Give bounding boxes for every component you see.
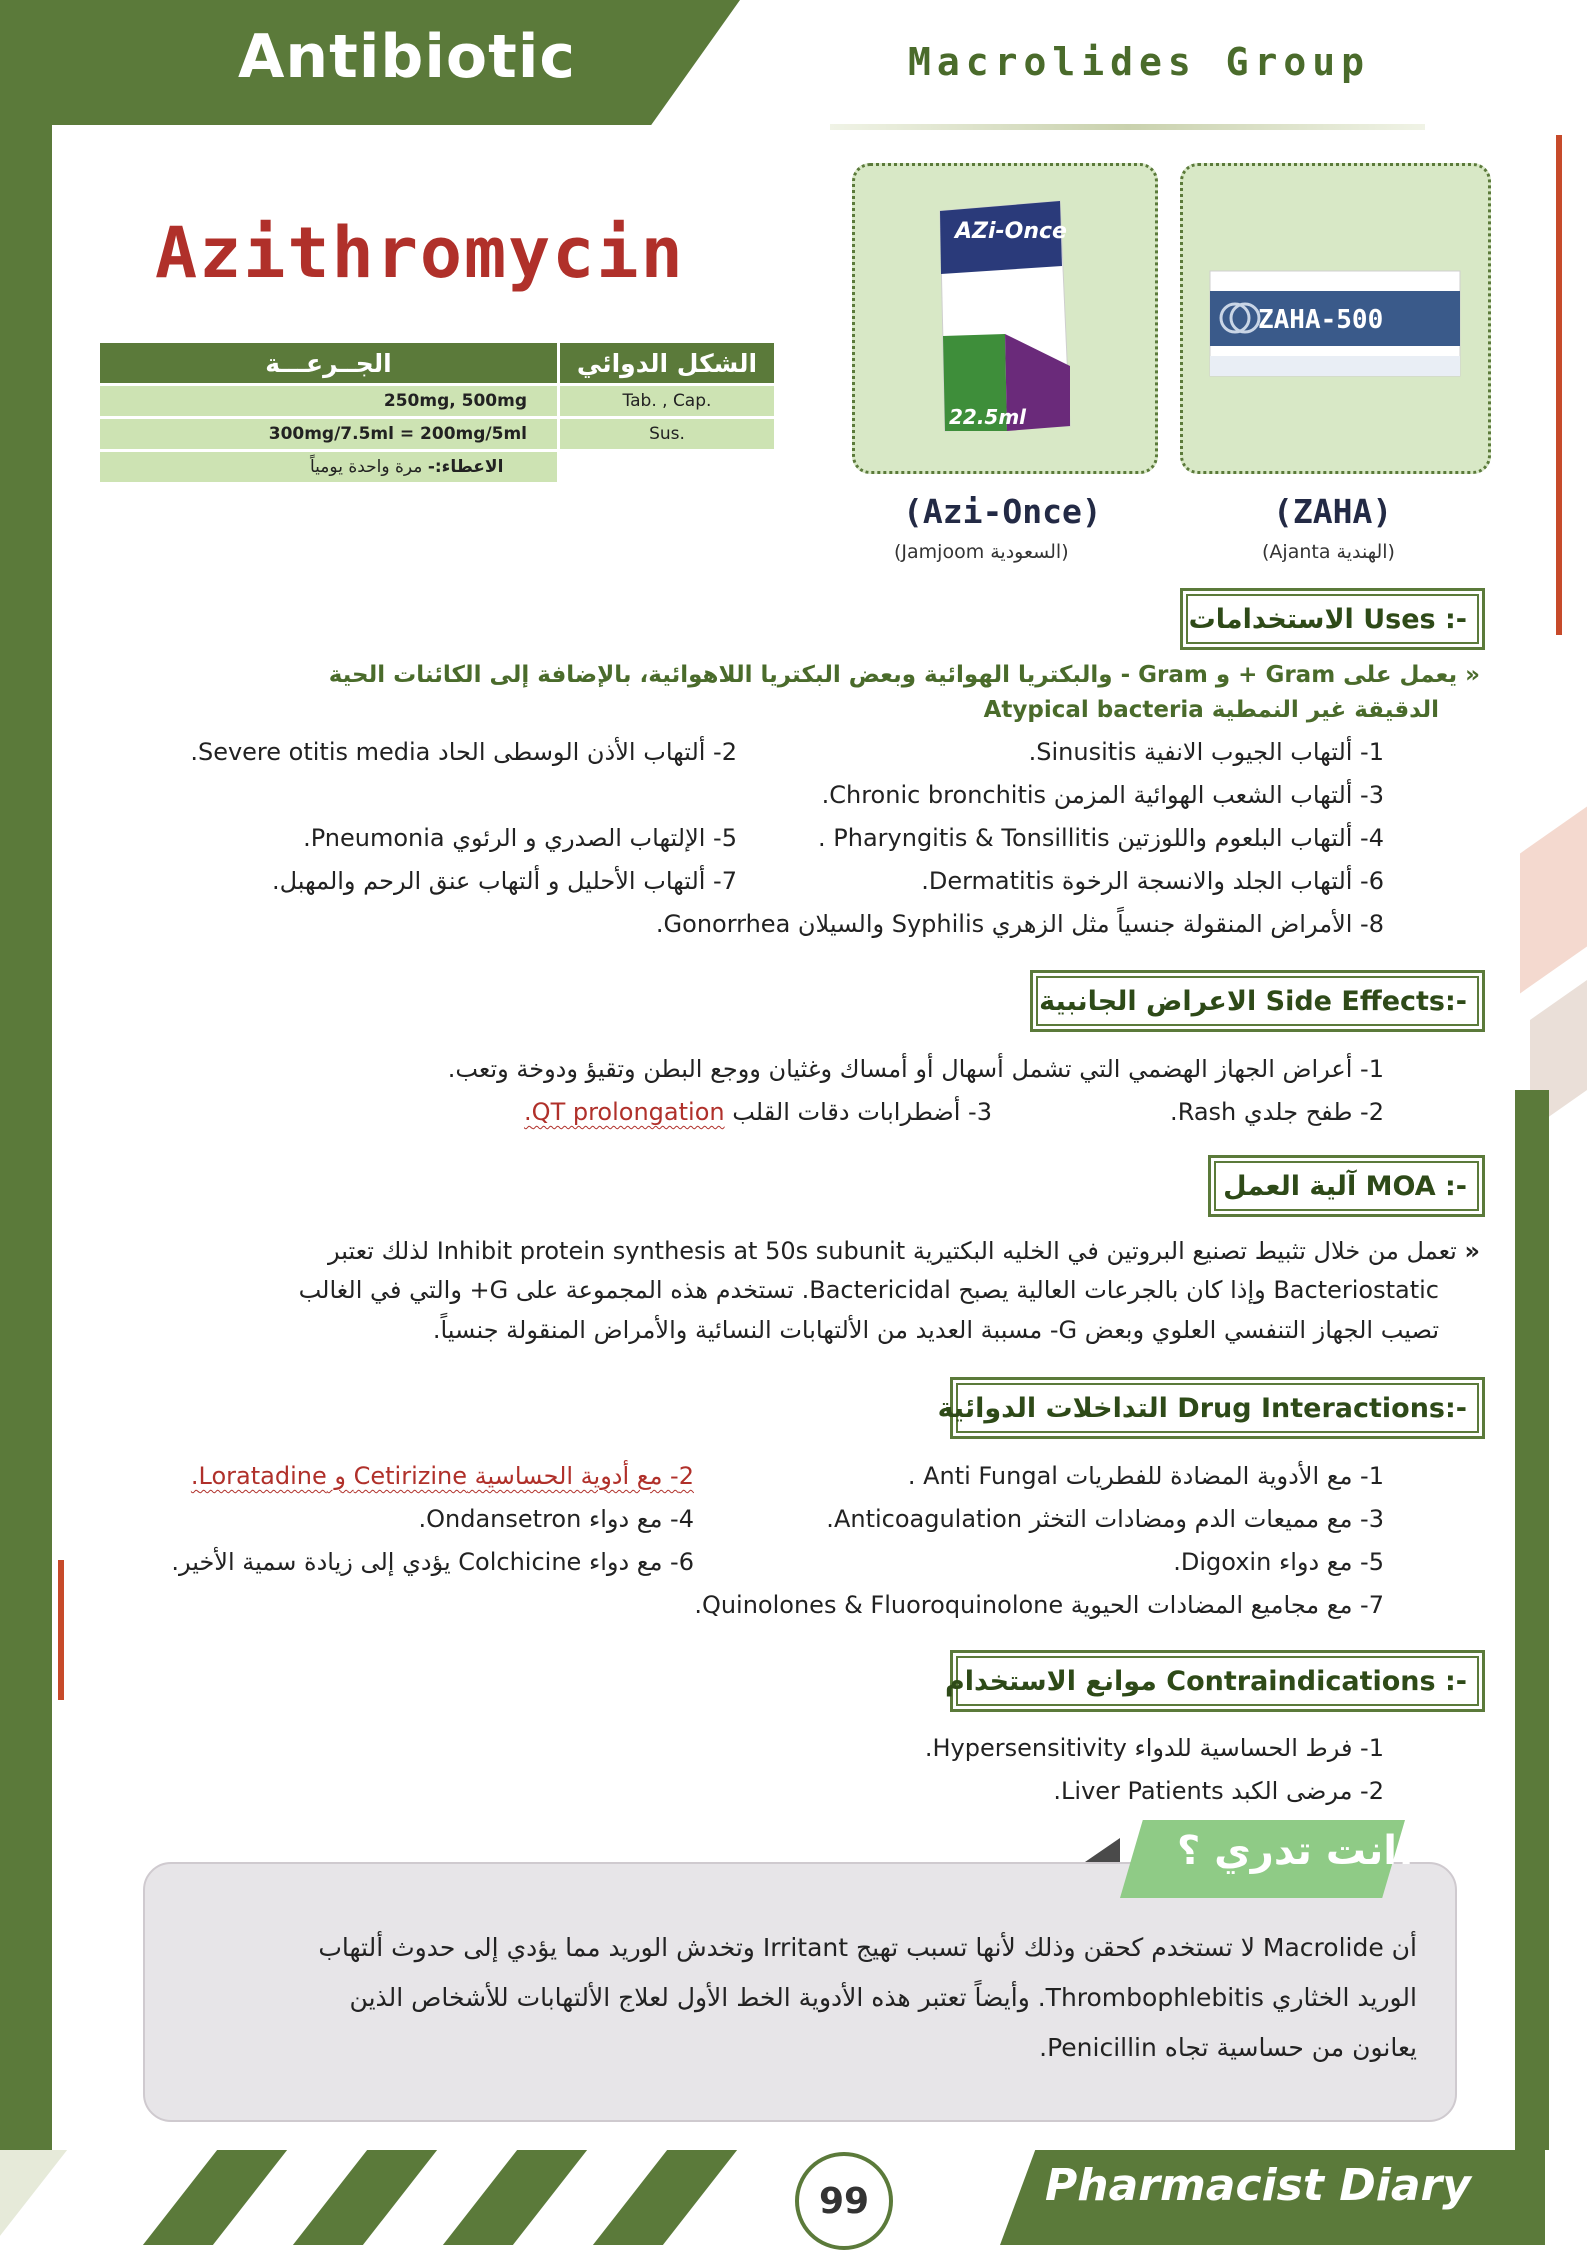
category-title: Antibiotic	[238, 22, 576, 92]
right-deco-stripe	[1520, 807, 1587, 994]
list-item: 7- مع مجاميع المضادات الحيوية Quinolones & Fluoroquinolone.	[694, 1591, 1384, 1619]
dose-column-header: الجــرعـــة	[100, 343, 557, 383]
section-header-uses	[1180, 588, 1485, 650]
admin-cell	[100, 452, 557, 482]
list-item: 2- طفح جلدي Rash.	[1170, 1098, 1384, 1126]
uses-intro-text: يعمل على Gram + و Gram - والبكتريا الهوائية وبعض البكتريا اللاهوائية، بالإضافة إلى الكائنات الحية	[328, 662, 1458, 688]
list-item: 7- ألتهاب الأحليل و ألتهاب عنق الرحم والمهبل.	[271, 867, 737, 895]
section-title: الاستخدامات Uses :-	[1186, 594, 1479, 644]
section-header-moa	[1208, 1155, 1485, 1217]
section-title: التداخلات الدوائية Drug Interactions:-	[956, 1383, 1479, 1433]
dyk-line-2: الوريد الخثاري Thrombophlebitis. وأيضاً تعتبر هذه الأدوية الخط الأول لعلاج الألتهابات للأشخاص الذين	[349, 1983, 1417, 2012]
footer-white-corner	[1545, 2150, 1587, 2245]
qt-term: QT prolongation.	[524, 1098, 725, 1126]
list-item: 2- مع أدوية الحساسية Cetirizine و Loratadine.	[190, 1462, 694, 1490]
product-name-zaha: (ZAHA)	[1273, 492, 1393, 531]
product-image-zaha	[1180, 163, 1491, 474]
list-item: 2- مرضى الكبد Liver Patients.	[1053, 1777, 1384, 1805]
moa-line-2: Bacteriostatic وإذا كان بالجرعات العالية يصبح Bactericidal. تستخدم هذه المجموعة على G+ والتي في الغالب	[298, 1276, 1439, 1304]
list-item: 8- الأمراض المنقولة جنسياً مثل الزهري Syphilis والسيلان Gonorrhea.	[655, 910, 1384, 938]
list-item: 6- مع دواء Colchicine يؤدي إلى زيادة سمية الأخير.	[171, 1548, 694, 1576]
form-cell: Sus.	[560, 419, 774, 449]
section-title: الاعراض الجانبية Side Effects:-	[1036, 976, 1479, 1026]
list-item: 3- ألتهاب الشعب الهوائية المزمن Chronic bronchitis.	[821, 781, 1384, 809]
right-accent-line	[1556, 135, 1562, 635]
list-item-qt	[524, 1098, 992, 1126]
left-frame-bar	[0, 0, 52, 2245]
box-brand-text: ZAHA-500	[1258, 305, 1384, 335]
did-you-know-title: انت تدري ؟!	[1177, 1828, 1416, 1874]
left-accent-line	[58, 1560, 64, 1700]
table-row	[100, 452, 774, 482]
list-item: 4- ألتهاب البلعوم واللوزتين Pharyngitis & Tonsillitis .	[818, 824, 1384, 852]
section-header-contraindications	[944, 1650, 1485, 1712]
section-title: آلية العمل MOA :-	[1214, 1161, 1479, 1211]
footer-brand: Pharmacist Diary	[1045, 2160, 1471, 2211]
list-item: 5- الإلتهاب الصدري و الرئوي Pneumonia.	[303, 824, 737, 852]
dyk-line-1: أن Macrolide لا تستخدم كحقن وذلك لأنها تسبب تهيج Irritant وتخدش الوريد مما يؤدي إلى حدوث ألتهاب	[318, 1933, 1417, 1962]
dose-table	[97, 340, 777, 485]
dyk-line-3: يعانون من حساسية تجاه Penicillin.	[1039, 2033, 1417, 2062]
bullet-chevron-icon: «	[1465, 662, 1480, 688]
box-brand-text: AZi-Once	[955, 219, 1067, 244]
section-title: موانع الاستخدام Contraindications :-	[956, 1656, 1479, 1706]
product-name-azi-once: (Azi-Once)	[903, 492, 1102, 531]
admin-label: الاعطاء:-	[427, 457, 504, 477]
uses-intro-line-2: الدقيقة غير النمطية Atypical bacteria	[983, 697, 1439, 723]
list-item: 4- مع دواء Ondansetron.	[418, 1505, 694, 1533]
admin-value: مرة واحدة يومياً	[310, 457, 423, 477]
list-item: 1- أعراض الجهاز الهضمي التي تشمل أسهال أو أمساك وغثيان ووجع البطن وتقيؤ ودوخة وتعب.	[447, 1055, 1384, 1083]
zaha-box-illustration	[1183, 166, 1488, 471]
azi-once-box-illustration	[855, 166, 1155, 471]
table-row	[100, 386, 774, 416]
empty-cell	[560, 452, 774, 482]
list-item: 2- ألتهاب الأذن الوسطى الحاد Severe otitis media.	[190, 738, 737, 766]
form-column-header: الشكل الدوائي	[560, 343, 774, 383]
group-underline	[830, 124, 1425, 130]
moa-line-1	[328, 1237, 1480, 1265]
dose-cell: 300mg/7.5ml = 200mg/5ml	[100, 419, 557, 449]
list-item: 1- مع الأدوية المضادة للفطريات Anti Fungal .	[907, 1462, 1384, 1490]
bullet-chevron-icon: «	[1464, 1237, 1480, 1265]
list-item: 1- ألتهاب الجيوب الانفية Sinusitis.	[1028, 738, 1384, 766]
list-item: 1- فرط الحساسية للدواء Hypersensitivity.	[924, 1734, 1384, 1762]
box-volume-text: 22.5ml	[949, 405, 1027, 429]
table-row	[100, 419, 774, 449]
right-frame-bar	[1515, 1090, 1549, 2150]
list-item: 6- ألتهاب الجلد والانسجة الرخوة Dermatitis.	[921, 867, 1384, 895]
dose-cell: 250mg, 500mg	[100, 386, 557, 416]
list-item: 5- مع دواء Digoxin.	[1173, 1548, 1384, 1576]
drug-name: Azithromycin	[155, 212, 685, 294]
form-cell: Tab. , Cap.	[560, 386, 774, 416]
moa-text: تعمل من خلال تثبيط تصنيع البروتين في الخليه البكتيرية Inhibit protein synthesis at 50s subunit لذلك تعتبر	[327, 1237, 1457, 1265]
page-number: 99	[795, 2152, 893, 2250]
section-header-interactions	[937, 1377, 1485, 1439]
moa-line-3: تصيب الجهاز التنفسي العلوي وبعض G- مسببة العديد من الألتهابات النسائية والأمراض المنقولة جنسياً.	[432, 1316, 1439, 1344]
product-image-azi-once	[852, 163, 1158, 474]
qt-prefix: 3- أضطرابات دقات القلب	[732, 1098, 992, 1126]
uses-intro-line-1	[329, 662, 1480, 688]
product-maker-zaha: (Ajanta الهندية)	[1262, 541, 1395, 563]
list-item: 3- مع مميعات الدم ومضادات التخثر Anticoagulation.	[826, 1505, 1384, 1533]
group-title: Macrolides Group	[908, 40, 1371, 84]
product-maker-azi-once: (Jamjoom السعودية)	[894, 541, 1069, 563]
section-header-side-effects	[1030, 970, 1485, 1032]
dyk-tab-shadow	[1085, 1838, 1120, 1862]
